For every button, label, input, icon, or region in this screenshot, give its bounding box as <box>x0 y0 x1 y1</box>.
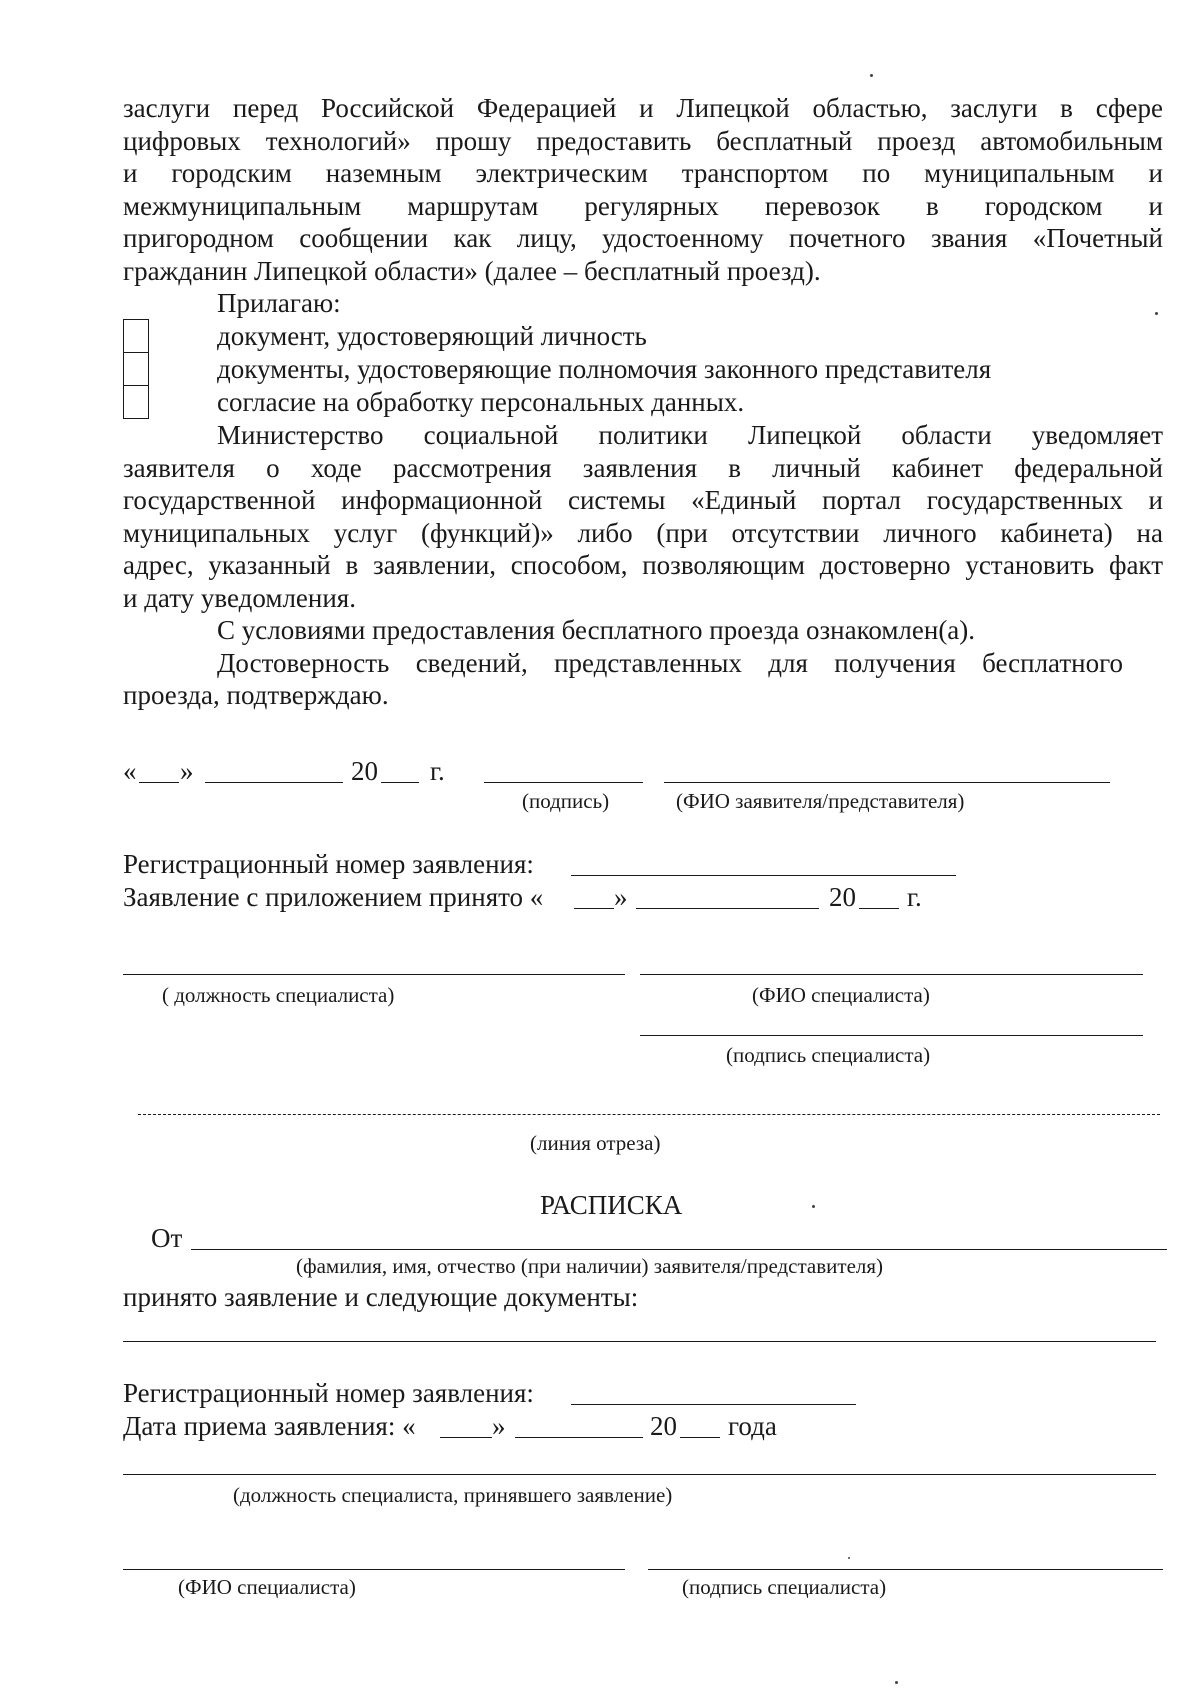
paragraph-last-line: гражданин Липецкой области» (далее – бесплатный проезд). <box>123 255 821 286</box>
notice-last-line: и дату уведомления. <box>123 582 356 613</box>
notice-line: адрес, указанный в заявлении, способом, позволяющим достоверно установить факт <box>123 550 1163 580</box>
attachment-checkbox-consent[interactable] <box>123 385 149 419</box>
signature-field[interactable] <box>484 782 643 783</box>
receipt-accepted-text: принято заявление и следующие документы: <box>123 1282 639 1312</box>
position-caption: ( должность специалиста) <box>162 983 395 1007</box>
receipt-year-field[interactable] <box>680 1437 720 1438</box>
accepted-year-prefix: 20 <box>829 882 856 912</box>
receipt-position-caption: (должность специалиста, принявшего заявление) <box>233 1483 673 1507</box>
day-field[interactable] <box>139 782 179 783</box>
attachment-checkbox-authority[interactable] <box>123 352 149 386</box>
paragraph-line: межмуниципальным маршрутам регулярных перевозок в городском и <box>123 190 1163 221</box>
accepted-month-field[interactable] <box>636 908 819 909</box>
date-open-quote: « <box>123 756 137 786</box>
accepted-year-field[interactable] <box>859 908 899 909</box>
notice-first-line: Министерство социальной политики Липецкой области уведомляет <box>217 420 1163 450</box>
signature-caption: (подпись) <box>522 789 610 813</box>
year-field[interactable] <box>381 782 419 783</box>
receipt-documents-field[interactable] <box>123 1341 1156 1342</box>
attachment-item: согласие на обработку персональных данных. <box>217 387 745 417</box>
year-suffix: г. <box>430 756 445 786</box>
receipt-specialist-signature-field[interactable] <box>648 1569 1163 1570</box>
notice-line: государственной информационной системы «Единый портал государственных и <box>123 485 1163 515</box>
paragraph-line: цифровых технологий» прошу предоставить бесплатный проезд автомобильным <box>123 125 1163 156</box>
receipt-date-close-quote: » <box>492 1411 506 1441</box>
receipt-date-label: Дата приема заявления: « <box>123 1411 416 1441</box>
attachment-item: документы, удостоверяющие полномочия законного представителя <box>217 354 992 384</box>
reg-number-field[interactable] <box>571 875 956 876</box>
notice-line: муниципальных услуг (функций)» либо (при отсутствии личного кабинета) на <box>123 517 1163 548</box>
receipt-specialist-signature-caption: (подпись специалиста) <box>682 1575 887 1599</box>
scan-speck <box>1155 312 1158 315</box>
receipt-specialist-name-field[interactable] <box>123 1569 625 1570</box>
specialist-signature-caption: (подпись специалиста) <box>726 1043 931 1067</box>
specialist-position-field[interactable] <box>123 974 625 975</box>
confirm-last-line: проезда, подтверждаю. <box>123 680 389 710</box>
paragraph-line: пригородном сообщении как лицу, удостоенному почетного звания «Почетный <box>123 223 1163 253</box>
confirm-first-line: Достоверность сведений, представленных для получения бесплатного <box>217 647 1123 678</box>
scan-speck <box>848 1557 850 1559</box>
paragraph-line: и городским наземным электрическим транспортом по муниципальным и <box>123 158 1163 188</box>
scan-speck <box>870 74 873 77</box>
receipt-from-caption: (фамилия, имя, отчество (при наличии) заявителя/представителя) <box>296 1254 884 1278</box>
specialist-signature-field[interactable] <box>640 1035 1143 1036</box>
attachments-heading: Прилагаю: <box>217 288 341 318</box>
date-close-quote: » <box>180 756 194 786</box>
applicant-name-field[interactable] <box>664 782 1110 783</box>
notice-line: заявителя о ходе рассмотрения заявления в личный кабинет федеральной <box>123 452 1163 483</box>
accepted-close-quote: » <box>614 882 628 912</box>
applicant-caption: (ФИО заявителя/представителя) <box>676 789 965 813</box>
scan-speck <box>812 1205 815 1208</box>
attachment-checkbox-identity[interactable] <box>123 319 149 353</box>
accepted-year-suffix: г. <box>907 882 922 912</box>
specialist-name-caption: (ФИО специалиста) <box>752 983 930 1007</box>
specialist-name-field[interactable] <box>640 974 1143 975</box>
attachment-item: документ, удостоверяющий личность <box>217 321 647 351</box>
paragraph-line: заслуги перед Российской Федерацией и Липецкой областью, заслуги в сфере <box>123 93 1163 123</box>
receipt-from-label: От <box>151 1223 183 1253</box>
acquainted-statement: С условиями предоставления бесплатного проезда ознакомлен(а). <box>217 615 976 645</box>
accepted-label: Заявление с приложением принято « <box>123 882 544 912</box>
receipt-year-suffix: года <box>728 1411 777 1441</box>
receipt-from-field[interactable] <box>191 1249 1167 1250</box>
receipt-position-field[interactable] <box>123 1474 1156 1475</box>
receipt-reg-number-label: Регистрационный номер заявления: <box>123 1378 534 1408</box>
accepted-day-field[interactable] <box>574 908 614 909</box>
cut-line-caption: (линия отреза) <box>530 1131 661 1155</box>
reg-number-label: Регистрационный номер заявления: <box>123 849 534 879</box>
year-prefix: 20 <box>351 756 378 786</box>
scan-speck <box>895 1681 898 1684</box>
receipt-year-prefix: 20 <box>650 1411 677 1441</box>
receipt-specialist-name-caption: (ФИО специалиста) <box>178 1575 356 1599</box>
receipt-title: РАСПИСКА <box>540 1190 683 1220</box>
cut-line <box>138 1114 1160 1115</box>
receipt-reg-number-field[interactable] <box>571 1404 856 1405</box>
receipt-month-field[interactable] <box>515 1437 643 1438</box>
receipt-day-field[interactable] <box>440 1437 492 1438</box>
month-field[interactable] <box>205 782 343 783</box>
